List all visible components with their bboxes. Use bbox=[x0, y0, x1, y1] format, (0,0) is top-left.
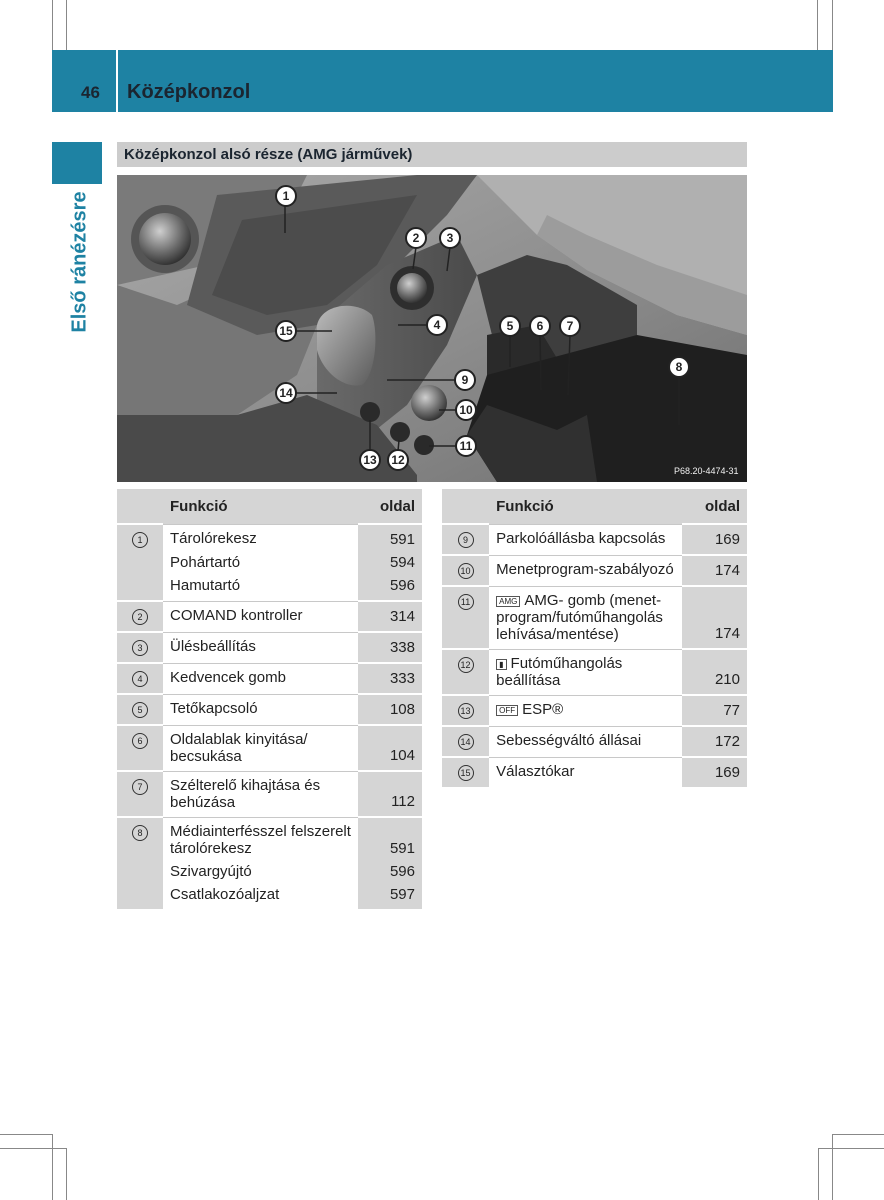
row-number: 11 bbox=[442, 586, 489, 649]
row-number: 14 bbox=[442, 726, 489, 757]
crop-mark bbox=[0, 1134, 52, 1135]
svg-text:10: 10 bbox=[459, 403, 473, 417]
row-function: Pohártartó bbox=[170, 554, 241, 571]
svg-text:9: 9 bbox=[461, 373, 469, 387]
svg-text:14: 14 bbox=[279, 386, 293, 400]
row-function: Kedvencek gomb bbox=[163, 663, 358, 694]
header-page: oldal bbox=[358, 489, 422, 524]
row-function: Hamutartó bbox=[170, 577, 241, 594]
row-page: 104 bbox=[358, 725, 422, 771]
row-number: 6 bbox=[117, 725, 163, 771]
row-number: 8 bbox=[117, 817, 163, 863]
row-function: Ülésbeállítás bbox=[163, 632, 358, 663]
side-tab-label: Első ránézésre bbox=[68, 191, 91, 333]
row-number: 15 bbox=[442, 757, 489, 787]
header-num-cell bbox=[117, 489, 163, 524]
row-page: 594 bbox=[358, 554, 422, 577]
table-row bbox=[442, 555, 747, 586]
row-function: OFF ESP® bbox=[489, 695, 682, 726]
row-page: 596 bbox=[358, 577, 422, 601]
svg-text:2: 2 bbox=[412, 231, 420, 245]
table-subrow bbox=[117, 863, 422, 886]
row-page: 172 bbox=[682, 726, 747, 757]
row-page: 314 bbox=[358, 601, 422, 632]
row-function: Választókar bbox=[489, 757, 682, 787]
row-function: Médiainterfésszel felszerelt tárolórekesz bbox=[163, 817, 358, 863]
row-function: AMG AMG- gomb (menet- program/futóműhangolás lehívása/mentése) bbox=[489, 586, 682, 649]
table-row bbox=[117, 725, 422, 771]
row-page: 597 bbox=[358, 886, 422, 909]
row-page: 77 bbox=[682, 695, 747, 726]
table-row bbox=[117, 817, 422, 863]
row-number: 9 bbox=[442, 524, 489, 555]
svg-text:6: 6 bbox=[536, 319, 544, 333]
crop-mark bbox=[818, 1148, 884, 1149]
row-function: Szivargyújtó bbox=[170, 862, 252, 880]
crop-mark bbox=[66, 0, 67, 50]
section-heading: Középkonzol alsó része (AMG járművek) bbox=[117, 142, 747, 167]
row-function: Parkolóállásba kapcsolás bbox=[489, 524, 682, 555]
table-row bbox=[442, 649, 747, 695]
row-page: 338 bbox=[358, 632, 422, 663]
page-title: Középkonzol bbox=[127, 81, 251, 103]
row-page: 591 bbox=[358, 817, 422, 863]
row-page: 108 bbox=[358, 694, 422, 725]
row-function: Csatlakozóaljzat bbox=[170, 885, 280, 903]
figure-code: P68.20-4474-31 bbox=[674, 466, 739, 476]
crop-mark bbox=[66, 1148, 67, 1200]
row-function: Tetőkapcsoló bbox=[163, 694, 358, 725]
row-number: 4 bbox=[117, 663, 163, 694]
esp-off-icon: OFF bbox=[496, 705, 518, 716]
row-page: 174 bbox=[682, 586, 747, 649]
table-row bbox=[117, 524, 422, 554]
table-row bbox=[117, 771, 422, 817]
row-page: 591 bbox=[358, 524, 422, 554]
amg-button-icon: AMG bbox=[496, 596, 520, 607]
table-subrow bbox=[117, 886, 422, 909]
row-page: 596 bbox=[358, 863, 422, 886]
svg-text:3: 3 bbox=[446, 231, 454, 245]
row-function: Oldalablak kinyitása/ becsukása bbox=[163, 725, 358, 771]
suspension-icon: ▮ bbox=[496, 659, 506, 670]
crop-mark bbox=[832, 0, 833, 50]
row-function: ▮ Futóműhangolás beállítása bbox=[489, 649, 682, 695]
page-number: 46 bbox=[81, 83, 100, 102]
function-table-right bbox=[442, 489, 747, 787]
table-row bbox=[442, 757, 747, 787]
table-subrow bbox=[117, 554, 422, 577]
crop-mark bbox=[832, 1134, 884, 1135]
row-number: 1 bbox=[117, 524, 163, 554]
crop-mark bbox=[52, 1134, 53, 1200]
row-number: 12 bbox=[442, 649, 489, 695]
row-page: 333 bbox=[358, 663, 422, 694]
side-tab bbox=[52, 142, 102, 184]
row-function: Menetprogram-szabályozó bbox=[489, 555, 682, 586]
svg-text:13: 13 bbox=[363, 453, 377, 467]
table-row bbox=[442, 586, 747, 649]
center-console-photo bbox=[117, 175, 747, 482]
row-number: 10 bbox=[442, 555, 489, 586]
crop-mark bbox=[832, 1134, 833, 1200]
table-subrow bbox=[117, 577, 422, 601]
row-number: 2 bbox=[117, 601, 163, 632]
function-table-left bbox=[117, 489, 422, 909]
row-function: Sebességváltó állásai bbox=[489, 726, 682, 757]
crop-mark bbox=[817, 0, 818, 50]
header-page: oldal bbox=[682, 489, 747, 524]
row-number: 5 bbox=[117, 694, 163, 725]
row-number: 13 bbox=[442, 695, 489, 726]
crop-mark bbox=[52, 0, 53, 50]
table-row bbox=[442, 726, 747, 757]
table-row bbox=[117, 663, 422, 694]
svg-text:4: 4 bbox=[433, 318, 441, 332]
row-number: 3 bbox=[117, 632, 163, 663]
crop-mark bbox=[0, 1148, 66, 1149]
header-num-cell bbox=[442, 489, 489, 524]
svg-text:11: 11 bbox=[459, 439, 473, 453]
table-header bbox=[442, 489, 747, 524]
row-page: 174 bbox=[682, 555, 747, 586]
table-row bbox=[117, 601, 422, 632]
row-number: 7 bbox=[117, 771, 163, 817]
row-function: Szélterelő kihajtása és behúzása bbox=[163, 771, 358, 817]
table-row bbox=[442, 524, 747, 555]
svg-text:7: 7 bbox=[566, 319, 574, 333]
table-header bbox=[117, 489, 422, 524]
row-page: 112 bbox=[358, 771, 422, 817]
svg-text:8: 8 bbox=[675, 360, 683, 374]
svg-text:12: 12 bbox=[391, 453, 405, 467]
header-function: Funkció bbox=[489, 489, 682, 524]
header-function: Funkció bbox=[163, 489, 358, 524]
svg-text:1: 1 bbox=[282, 189, 290, 203]
crop-mark bbox=[818, 1148, 819, 1200]
row-page: 169 bbox=[682, 524, 747, 555]
header-divider bbox=[116, 50, 118, 112]
row-function: COMAND kontroller bbox=[163, 601, 358, 632]
row-page: 169 bbox=[682, 757, 747, 787]
table-row bbox=[442, 695, 747, 726]
table-row bbox=[117, 632, 422, 663]
row-function: Tárolórekesz bbox=[163, 524, 358, 554]
row-page: 210 bbox=[682, 649, 747, 695]
svg-text:15: 15 bbox=[279, 324, 293, 338]
table-row bbox=[117, 694, 422, 725]
svg-text:5: 5 bbox=[506, 319, 514, 333]
